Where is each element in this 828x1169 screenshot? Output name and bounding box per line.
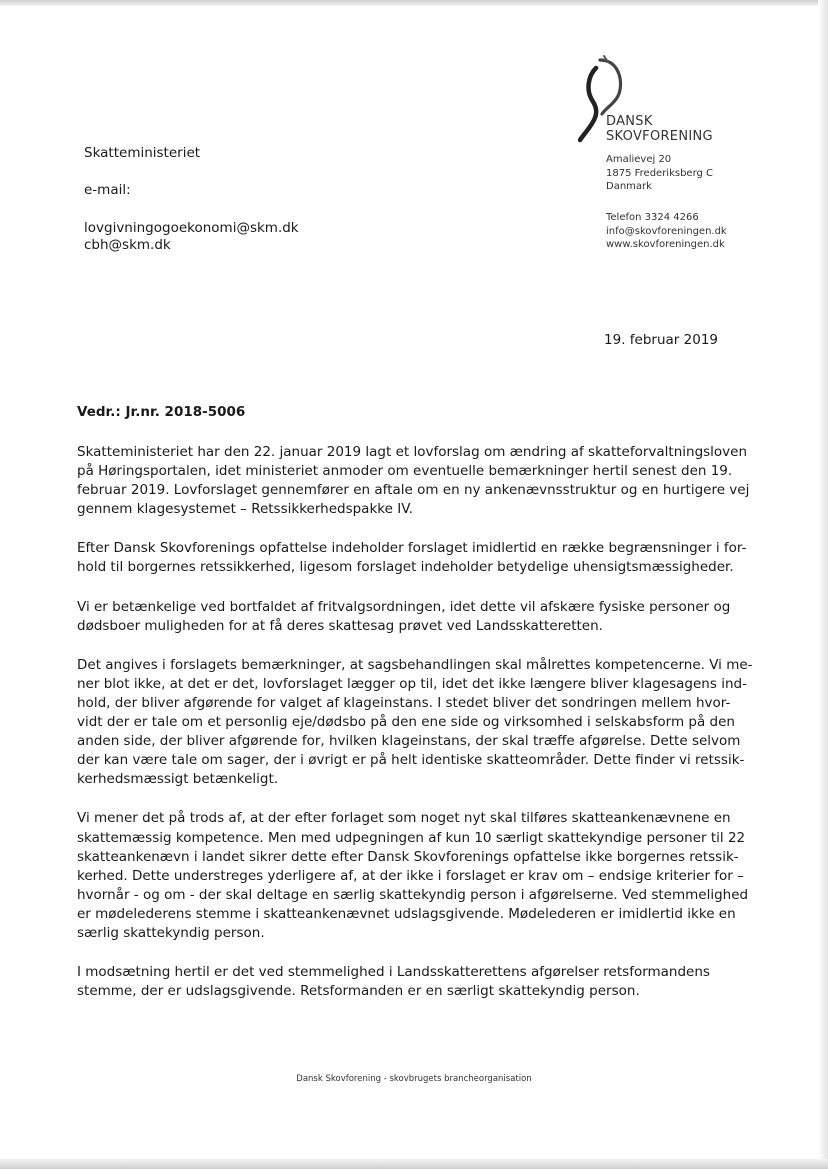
body-line: Vi mener det på trods af, at der efter forlaget som noget nyt skal tilføres skatteankenævnene en <box>77 810 731 827</box>
body-line: Vi er betænkelige ved bortfaldet af fritvalgsordningen, idet dette vil afskære fysiske personer og <box>77 598 731 615</box>
body-line: ner blot ikke, at det er det, lovforslaget lægger op til, idet det ikke længere bliver klagesagens ind- <box>77 675 747 692</box>
sender-phone: Telefon 3324 4266 <box>606 212 699 223</box>
body-line: Det angives i forslagets bemærkninger, at sagsbehandlingen skal målrettes kompetencerne. Vi me- <box>77 656 753 673</box>
letter-date: 19. februar 2019 <box>604 332 718 348</box>
body-paragraph <box>77 443 750 519</box>
body-line: skatteankenævn i landet sikrer dette efter Dansk Skovforenings opfattelse ikke borgernes retssik- <box>77 848 739 865</box>
body-line: kerhed. Dette understreges yderligere af, at der ikke i forslaget er krav om – endsige kriterier for – <box>77 867 744 884</box>
scan-edge-bottom <box>0 1159 828 1169</box>
brand-line-2: SKOVFORENING <box>606 129 713 144</box>
recipient-name: Skatteministeriet <box>84 145 201 161</box>
body-line: februar 2019. Lovforslaget gennemfører en aftale om en ny ankenævnsstruktur og en hurtigere vej <box>77 482 750 499</box>
body-line: hvornår - og om - der skal deltage en særlig skattekyndig person i afgørelserne. Ved stemmelighed <box>77 886 749 903</box>
body-line: anden side, der bliver afgørende for, hvilken klageinstans, der skal træffe afgørelse. Dette selvom <box>77 733 741 750</box>
brand-line-1: DANSK <box>606 114 653 129</box>
body-line: Skatteministeriet har den 22. januar 2019 lagt et lovforslag om ændring af skatteforvaltningsloven <box>77 444 748 460</box>
body-line: særlig skattekyndig person. <box>77 924 265 941</box>
letter-footer: Dansk Skovforening - skovbrugets brancheorganisation <box>296 1074 532 1084</box>
body-line: hold, der bliver afgørende for valget af klageinstans. I stedet bliver det sondringen mellem hvor- <box>77 694 731 711</box>
letter-body <box>77 443 753 1021</box>
letter-subject: Vedr.: Jr.nr. 2018-5006 <box>77 404 246 420</box>
sender-country: Danmark <box>606 181 652 192</box>
recipient-email-label: e-mail: <box>84 182 131 198</box>
body-line: gennem klagesystemet – Retssikkerhedspakke IV. <box>77 501 413 518</box>
body-line: stemme, der er udslagsgivende. Retsformanden er en særligt skattekyndig person. <box>77 983 640 1000</box>
body-paragraph <box>77 809 747 943</box>
body-paragraph <box>77 598 747 636</box>
body-line: er mødelederens stemme i skatteankenævnet udslagsgivende. Mødelederen er imidlertid ikke en <box>77 905 736 922</box>
recipient-block <box>84 145 299 254</box>
sender-website: www.skovforeningen.dk <box>606 239 725 250</box>
sender-contact <box>606 211 727 252</box>
scan-edge-top <box>0 0 828 6</box>
body-line: vidt der er tale om et personlig eje/dødsbo på den ene side og virksomhed i selskabsform på den <box>77 714 735 731</box>
sender-city: 1875 Frederiksberg C <box>606 167 714 179</box>
body-paragraph <box>77 963 747 1001</box>
body-paragraph <box>77 539 747 577</box>
sender-address <box>606 153 713 194</box>
body-line: Efter Dansk Skovforenings opfattelse indeholder forslaget imidlertid en række begrænsninger i for- <box>77 540 747 557</box>
body-line: I modsætning hertil er det ved stemmelighed i Landsskatterettens afgørelser retsformandens <box>77 964 710 981</box>
sender-email: info@skovforeningen.dk <box>606 225 727 237</box>
recipient-email-2: cbh@skm.dk <box>84 237 171 253</box>
recipient-email-1: lovgivningogoekonomi@skm.dk <box>84 220 299 236</box>
brand-name <box>606 114 713 144</box>
body-paragraph <box>77 656 753 790</box>
body-line: på Høringsportalen, idet ministeriet anmoder om eventuelle bemærkninger hertil senest den 19. <box>77 463 733 480</box>
body-line: dødsboer muligheden for at få deres skattesag prøvet ved Landsskatteretten. <box>77 617 603 634</box>
body-line: hold til borgernes retssikkerhed, ligesom forslaget indeholder betydelige uhensigtsmæssigheder. <box>77 559 734 576</box>
body-line: der kan være tale om sager, der i øvrigt er på helt identiske skatteområder. Dette finder vi retssik- <box>77 752 745 769</box>
sender-street: Amalievej 20 <box>606 154 672 165</box>
scan-edge-right <box>818 0 828 1169</box>
body-line: kerhedsmæssigt betænkeligt. <box>77 771 279 788</box>
body-line: skattemæssig kompetence. Men med udpegningen af kun 10 særligt skattekyndige personer til 22 <box>77 829 746 846</box>
